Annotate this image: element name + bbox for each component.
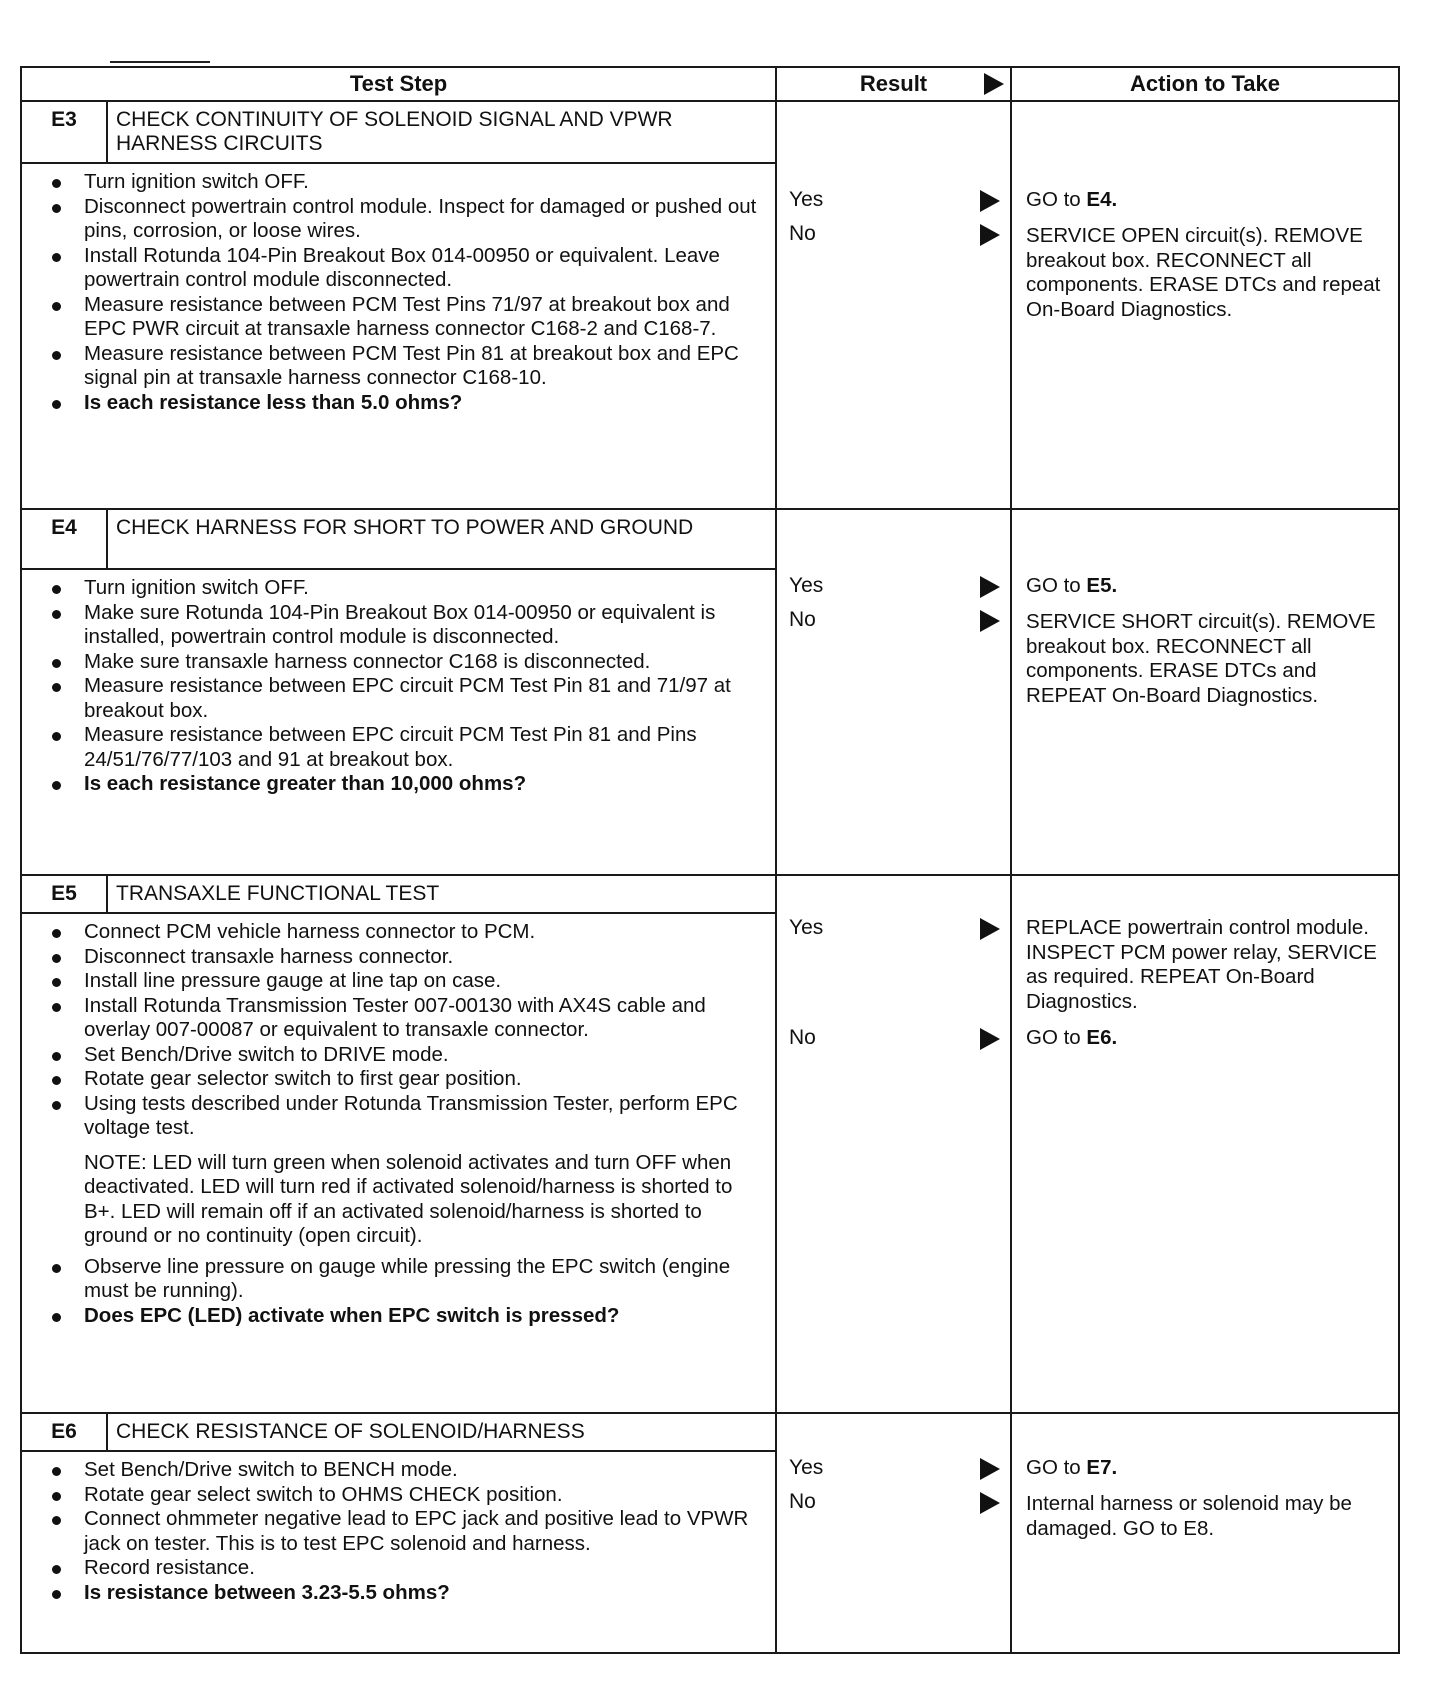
list-item: Measure resistance between PCM Test Pin 81 at breakout box and EPC signal pin at transaxle harness connector C168-10. xyxy=(48,342,769,391)
no-action: SERVICE SHORT circuit(s). REMOVE breakout box. RECONNECT all components. ERASE DTCs and REPEAT On-Board Diagnostics. xyxy=(1026,610,1376,707)
bullet-icon xyxy=(52,1076,61,1085)
bullet-icon xyxy=(52,978,61,987)
step-list xyxy=(28,170,769,415)
list-item: Disconnect transaxle harness connector. xyxy=(48,945,769,970)
bullet-icon xyxy=(52,400,61,409)
question-item: Is resistance between 3.23-5.5 ohms? xyxy=(48,1581,769,1606)
arrow-icon xyxy=(980,1458,1000,1480)
yes-result: Yes xyxy=(789,574,1002,598)
bullet-icon xyxy=(52,1052,61,1061)
diagnostic-table xyxy=(20,66,1400,1654)
list-item: Measure resistance between EPC circuit PCM Test Pin 81 and 71/97 at breakout box. xyxy=(48,674,769,723)
bullet-icon xyxy=(52,610,61,619)
list-item: Set Bench/Drive switch to DRIVE mode. xyxy=(48,1043,769,1068)
no-result: No xyxy=(789,222,1002,246)
bullet-icon xyxy=(52,179,61,188)
arrow-icon xyxy=(980,190,1000,212)
result-header-label: Result xyxy=(859,71,928,96)
yes-action: GO to E5. xyxy=(1026,574,1118,597)
list-item: Connect ohmmeter negative lead to EPC jack and positive lead to VPWR jack on tester. This is to test EPC solenoid and harness. xyxy=(48,1507,769,1556)
bullet-icon xyxy=(52,1492,61,1501)
list-item: Turn ignition switch OFF. xyxy=(48,576,769,601)
list-item: Disconnect powertrain control module. Inspect for damaged or pushed out pins, corrosion, or loose wires. xyxy=(48,195,769,244)
yes-result: Yes xyxy=(789,1456,1002,1480)
note-text: NOTE: LED will turn green when solenoid activates and turn OFF when deactivated. LED will turn red if activated solenoid/harness is shorted to B+. LED will remain off if an activated solenoid/harness is shorted to ground or no continuity (open circuit). xyxy=(84,1150,733,1247)
test-step-header: Test Step xyxy=(21,67,776,101)
step-id: E3 xyxy=(21,101,107,163)
step-e3-title-row xyxy=(21,101,1399,163)
arrow-icon xyxy=(980,576,1000,598)
list-item: Set Bench/Drive switch to BENCH mode. xyxy=(48,1458,769,1483)
step-body xyxy=(21,569,776,875)
arrow-icon xyxy=(980,610,1000,632)
step-e4-title-row xyxy=(21,509,1399,569)
step-e6-result xyxy=(776,1413,1011,1653)
bullet-icon xyxy=(52,585,61,594)
question-item: Does EPC (LED) activate when EPC switch is pressed? xyxy=(48,1304,769,1329)
list-item: Using tests described under Rotunda Transmission Tester, perform EPC voltage test. xyxy=(48,1092,769,1141)
arrow-icon xyxy=(980,1492,1000,1514)
step-list xyxy=(28,1458,769,1605)
list-item: Rotate gear selector switch to first gear position. xyxy=(48,1067,769,1092)
step-title: CHECK HARNESS FOR SHORT TO POWER AND GROUND xyxy=(107,509,776,569)
step-title: CHECK CONTINUITY OF SOLENOID SIGNAL AND VPWR HARNESS CIRCUITS xyxy=(107,101,776,163)
step-title: CHECK RESISTANCE OF SOLENOID/HARNESS xyxy=(107,1413,776,1451)
yes-action: REPLACE powertrain control module. INSPECT PCM power relay, SERVICE as required. REPEAT On-Board Diagnostics. xyxy=(1026,916,1377,1013)
bullet-icon xyxy=(52,732,61,741)
step-list xyxy=(28,576,769,797)
question-item: Is each resistance less than 5.0 ohms? xyxy=(48,391,769,416)
step-e3-result xyxy=(776,101,1011,509)
step-e5-action xyxy=(1011,875,1399,1413)
header-rule xyxy=(110,61,210,63)
bullet-icon xyxy=(52,781,61,790)
arrow-icon xyxy=(980,224,1000,246)
bullet-icon xyxy=(52,1565,61,1574)
yes-result: Yes xyxy=(789,188,1002,212)
list-item: Install line pressure gauge at line tap on case. xyxy=(48,969,769,994)
bullet-icon xyxy=(52,659,61,668)
list-item: Rotate gear select switch to OHMS CHECK position. xyxy=(48,1483,769,1508)
bullet-icon xyxy=(52,1516,61,1525)
bullet-icon xyxy=(52,1313,61,1322)
no-result: No xyxy=(789,1490,1002,1514)
result-header xyxy=(776,67,1011,101)
step-body xyxy=(21,163,776,509)
step-e6-action xyxy=(1011,1413,1399,1653)
step-title: TRANSAXLE FUNCTIONAL TEST xyxy=(107,875,776,913)
bullet-icon xyxy=(52,1264,61,1273)
list-item: Make sure Rotunda 104-Pin Breakout Box 014-00950 or equivalent is installed, powertrain control module is disconnected. xyxy=(48,601,769,650)
list-item: Make sure transaxle harness connector C168 is disconnected. xyxy=(48,650,769,675)
result-arrow-icon xyxy=(984,73,1004,95)
step-e3-action xyxy=(1011,101,1399,509)
step-id: E5 xyxy=(21,875,107,913)
yes-result: Yes xyxy=(789,916,1002,940)
bullet-icon xyxy=(52,954,61,963)
bullet-icon xyxy=(52,1590,61,1599)
step-list-continued xyxy=(28,1255,769,1329)
list-item: Measure resistance between PCM Test Pins 71/97 at breakout box and EPC PWR circuit at transaxle harness connector C168-2 and C168-7. xyxy=(48,293,769,342)
list-item: Measure resistance between EPC circuit PCM Test Pin 81 and Pins 24/51/76/77/103 and 91 at breakout box. xyxy=(48,723,769,772)
yes-action: GO to E4. xyxy=(1026,188,1118,211)
no-action: Internal harness or solenoid may be damaged. GO to E8. xyxy=(1026,1492,1352,1540)
step-e5-title-row xyxy=(21,875,1399,913)
list-item: Turn ignition switch OFF. xyxy=(48,170,769,195)
arrow-icon xyxy=(980,1028,1000,1050)
no-result: No xyxy=(789,608,1002,632)
step-e6-title-row xyxy=(21,1413,1399,1451)
no-result: No xyxy=(789,1026,1002,1050)
step-body xyxy=(21,1451,776,1653)
bullet-icon xyxy=(52,351,61,360)
bullet-icon xyxy=(52,204,61,213)
step-e4-action xyxy=(1011,509,1399,875)
action-header: Action to Take xyxy=(1011,67,1399,101)
step-e4-result xyxy=(776,509,1011,875)
list-item: Record resistance. xyxy=(48,1556,769,1581)
list-item: Connect PCM vehicle harness connector to PCM. xyxy=(48,920,769,945)
bullet-icon xyxy=(52,1101,61,1110)
bullet-icon xyxy=(52,1467,61,1476)
bullet-icon xyxy=(52,302,61,311)
question-item: Is each resistance greater than 10,000 ohms? xyxy=(48,772,769,797)
list-item: Install Rotunda Transmission Tester 007-00130 with AX4S cable and overlay 007-00087 or equivalent to transaxle connector. xyxy=(48,994,769,1043)
yes-action: GO to E7. xyxy=(1026,1456,1118,1479)
step-list xyxy=(28,920,769,1141)
bullet-icon xyxy=(52,253,61,262)
arrow-icon xyxy=(980,918,1000,940)
step-id: E6 xyxy=(21,1413,107,1451)
bullet-icon xyxy=(52,1003,61,1012)
no-action: SERVICE OPEN circuit(s). REMOVE breakout box. RECONNECT all components. ERASE DTCs and repeat On-Board Diagnostics. xyxy=(1026,224,1381,321)
list-item: Install Rotunda 104-Pin Breakout Box 014-00950 or equivalent. Leave powertrain control module disconnected. xyxy=(48,244,769,293)
bullet-icon xyxy=(52,683,61,692)
table-header-row xyxy=(21,67,1399,101)
step-body xyxy=(21,913,776,1413)
no-action: GO to E6. xyxy=(1026,1026,1118,1049)
bullet-icon xyxy=(52,929,61,938)
list-item: Observe line pressure on gauge while pressing the EPC switch (engine must be running). xyxy=(48,1255,769,1304)
step-id: E4 xyxy=(21,509,107,569)
step-e5-result xyxy=(776,875,1011,1413)
